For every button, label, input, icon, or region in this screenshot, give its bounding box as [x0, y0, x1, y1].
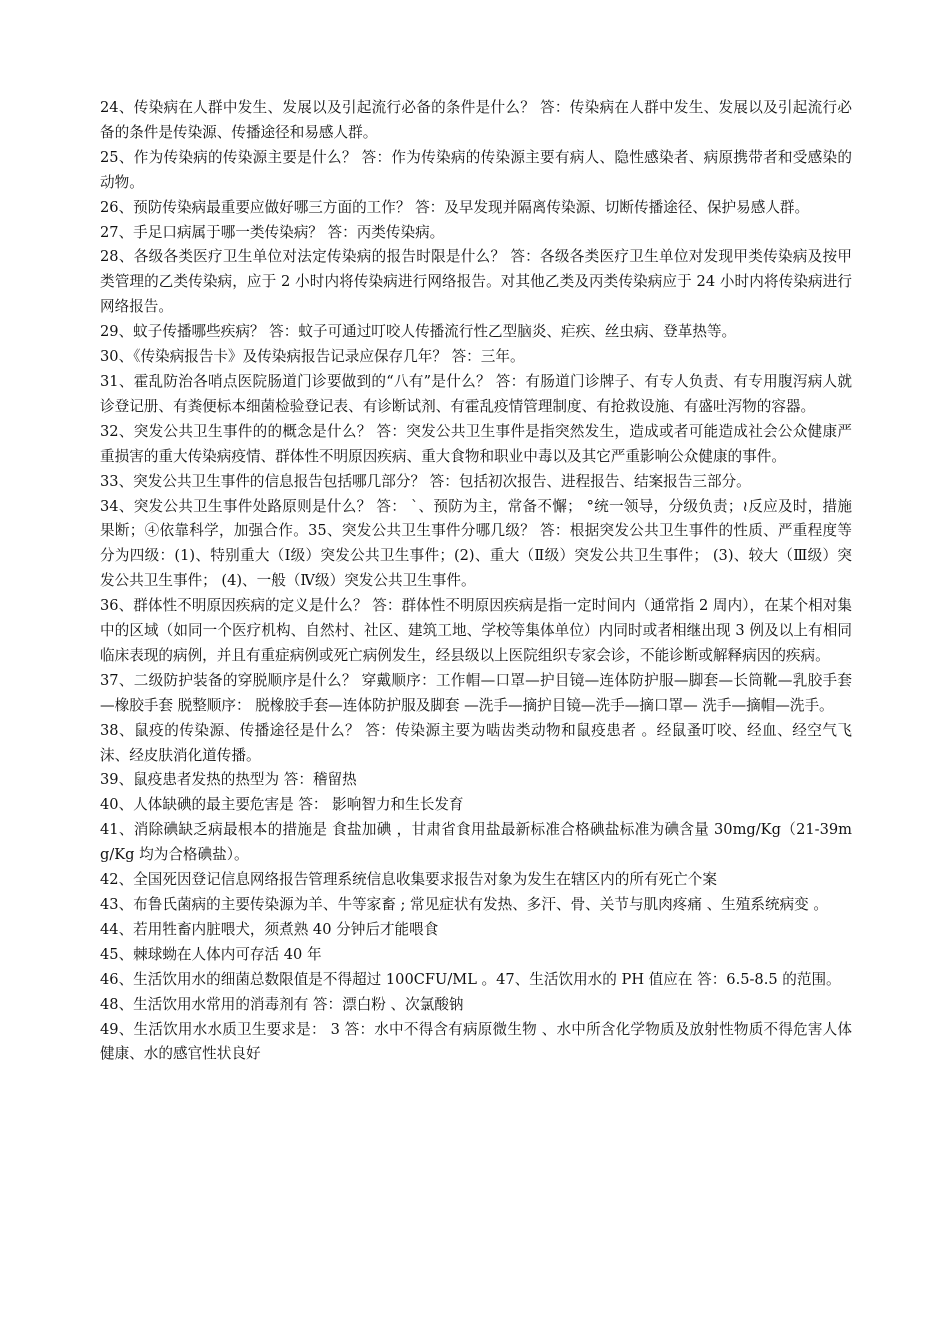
paragraph-q49: 49、生活饮用水水质卫生要求是： 3 答：水中不得含有病原微生物 、水中所含化学物质及放射性物质不得危害人体健康、水的感官性状良好	[100, 1020, 852, 1063]
paragraph-q45: 45、棘球蚴在人体内可存活 40 年	[100, 945, 322, 963]
paragraph-q25: 25、作为传染病的传染源主要是什么？ 答：作为传染病的传染源主要有病人、隐性感染者、病原携带者和受感染的动物。	[100, 148, 852, 191]
paragraph-q38: 38、鼠疫的传染源、传播途径是什么？ 答：传染源主要为啮齿类动物和鼠疫患者 。经鼠蚤叮咬、经血、经空气飞沫、经皮肤消化道传播。	[100, 721, 852, 764]
paragraph-q46-q47: 46、生活饮用水的细菌总数限值是不得超过 100CFU/ML 。47、生活饮用水的 PH 值应在 答：6.5-8.5 的范围。	[100, 970, 841, 988]
paragraph-q43: 43、布鲁氏菌病的主要传染源为羊、牛等家畜 ; 常见症状有发热、多汗、骨、关节与肌肉疼痛 、生殖系统病变 。	[100, 896, 828, 913]
paragraph-q33: 33、突发公共卫生事件的信息报告包括哪几部分？ 答：包括初次报告、进程报告、结案报告三部分。	[100, 472, 751, 490]
paragraph-q32: 32、突发公共卫生事件的的概念是什么？ 答：突发公共卫生事件是指突然发生，造成或者可能造成社会公众健康严重损害的重大传染病疫情、群体性不明原因疾病、重大食物和职业中毒以及其它严重影响公众健康的事件。	[100, 422, 852, 465]
paragraph-q36: 36、群体性不明原因疾病的定义是什么？ 答：群体性不明原因疾病是指一定时间内（通常指 2 周内），在某个相对集中的区域（如同一个医疗机构、自然村、社区、建筑工地、学校等集体单位）内同时或者相继出现 3 例及以上有相同临床表现的病例，并且有重症病例或死亡病例发生，经县级以上医院组织专家会诊，不能诊断或解释病因的疾病。	[100, 597, 852, 664]
paragraph-q34-q35: 34、突发公共卫生事件处路原则是什么？ 答： ˋ、预防为主，常备不懈； °统一领导，分级负责；≀反应及时，措施果断；④依靠科学，加强合作。35、突发公共卫生事件分哪几级？ 答：根据突发公共卫生事件的性质、严重程度等分为四级：(1)、特别重大（Ⅰ级）突发公共卫生事件；(2)、重大（Ⅱ级）突发公共卫生事件； (3)、较大（Ⅲ级）突发公共卫生事件； (4)、一般（Ⅳ级）突发公共卫生事件。	[100, 497, 852, 590]
paragraph-q24: 24、传染病在人群中发生、发展以及引起流行必备的条件是什么？ 答：传染病在人群中发生、发展以及引起流行必备的条件是传染源、传播途径和易感人群。	[100, 99, 852, 141]
paragraph-q37: 37、二级防护装备的穿脱顺序是什么？ 穿戴顺序：工作帽—口罩—护目镜—连体防护服—脚套—长筒靴—乳胶手套—橡胶手套 脱整顺序： 脱橡胶手套—连体防护服及脚套 —洗手—摘护目镜—洗手—摘口罩— 洗手—摘帽—洗手。	[100, 671, 852, 714]
paragraph-q44: 44、若用牲畜内脏喂犬，须煮熟 40 分钟后才能喂食	[100, 920, 439, 938]
paragraph-q42: 42、全国死因登记信息网络报告管理系统信息收集要求报告对象为发生在辖区内的所有死亡个案	[100, 871, 717, 889]
document-page	[100, 96, 852, 1067]
paragraph-q28: 28、各级各类医疗卫生单位对法定传染病的报告时限是什么？ 答：各级各类医疗卫生单位对发现甲类传染病及按甲类管理的乙类传染病，应于 2 小时内将传染病进行网络报告。对其他乙类及丙类传染病应于 24 小时内将传染病进行网络报告。	[100, 248, 852, 316]
paragraph-q26: 26、预防传染病最重要应做好哪三方面的工作？ 答：及早发现并隔离传染源、切断传播途径、保护易感人群。	[100, 198, 810, 216]
paragraph-q41: 41、消除碘缺乏病最根本的措施是 食盐加碘 ，甘肃省食用盐最新标准合格碘盐标准为碘含量 30mg/Kg（21-39mg/Kg 均为合格碘盐）。	[100, 821, 852, 864]
paragraph-q48: 48、生活饮用水常用的消毒剂有 答：漂白粉 、次氯酸钠	[100, 995, 464, 1013]
paragraph-q27: 27、手足口病属于哪一类传染病？ 答：丙类传染病。	[100, 223, 445, 241]
paragraph-q31: 31、霍乱防治各哨点医院肠道门诊要做到的“八有”是什么？ 答：有肠道门诊牌子、有专人负责、有专用腹泻病人就诊登记册、有粪便标本细菌检验登记表、有诊断试剂、有霍乱疫情管理制度、有抢救设施、有盛吐泻物的容器。	[100, 372, 852, 415]
paragraph-q40: 40、人体缺碘的最主要危害是 答： 影响智力和生长发育	[100, 796, 464, 814]
paragraph-q30: 30、《传染病报告卡》及传染病报告记录应保存几年？ 答：三年。	[100, 348, 525, 366]
paragraph-q39: 39、鼠疫患者发热的热型为 答：稽留热	[100, 771, 357, 789]
paragraph-q29: 29、蚊子传播哪些疾病？ 答：蚊子可通过叮咬人传播流行性乙型脑炎、疟疾、丝虫病、登革热等。	[100, 323, 737, 341]
